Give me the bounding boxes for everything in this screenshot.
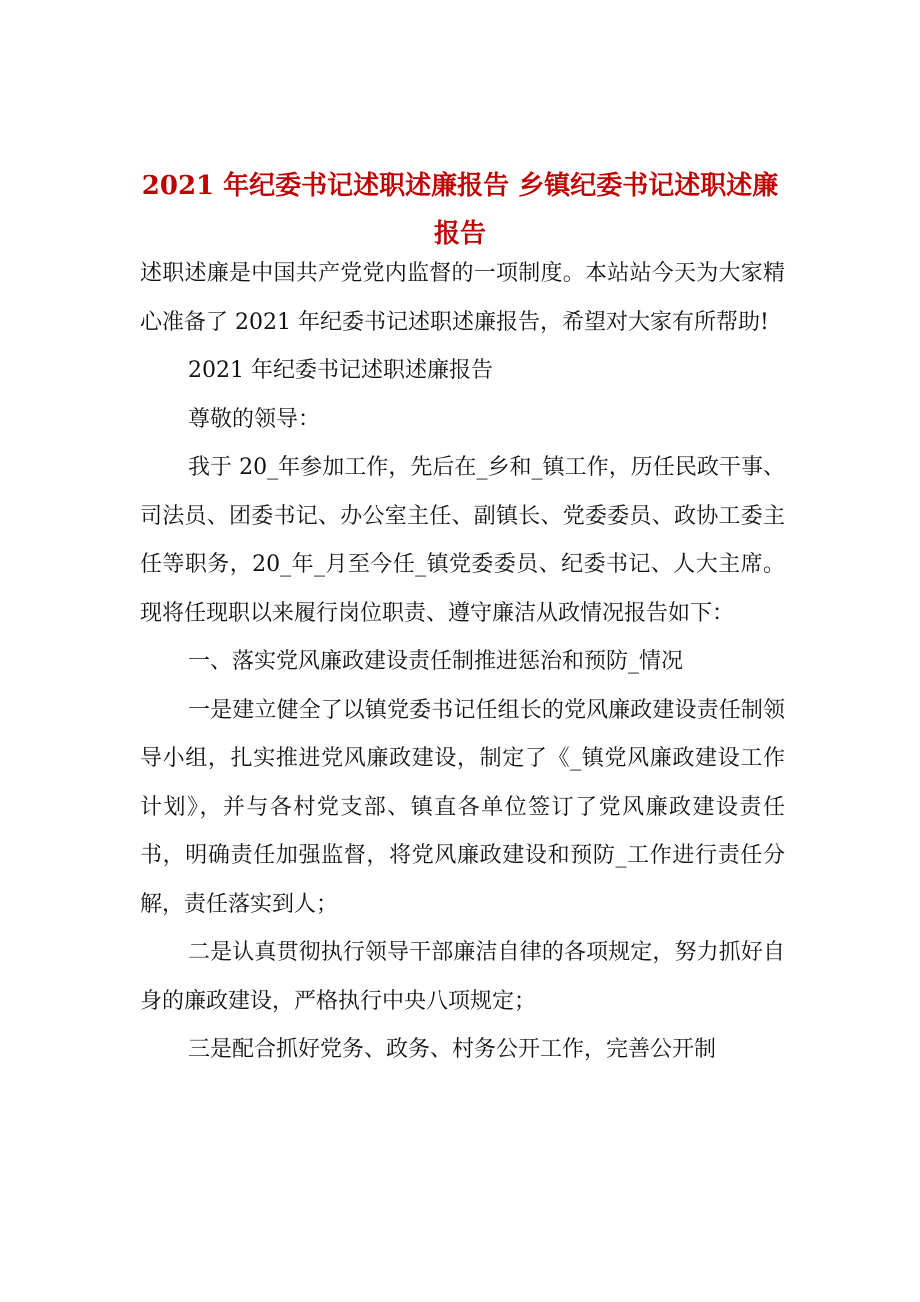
document-body [140,250,785,1075]
body-paragraph: 我于 20_年参加工作，先后在_乡和_镇工作，历任民政干事、司法员、团委书记、办公室主任、副镇长、党委委员、政协工委主任等职务，20_年_月至今任_镇党委委员、纪委书记、人大主席。现将任现职以来履行岗位职责、遵守廉洁从政情况报告如下： [140,455,785,626]
report-heading: 2021 年纪委书记述职述廉报告 [188,358,493,383]
body-paragraph: 二是认真贯彻执行领导干部廉洁自律的各项规定，努力抓好自身的廉政建设，严格执行中央八项规定； [140,940,785,1014]
section-heading: 一、落实党风廉政建设责任制推进惩治和预防_情况 [188,649,684,674]
body-paragraph: 三是配合抓好党务、政务、村务公开工作，完善公开制 [188,1037,717,1062]
body-paragraph: 一是建立健全了以镇党委书记任组长的党风廉政建设责任制领导小组，扎实推进党风廉政建设，制定了《_镇党风廉政建设工作计划》，并与各村党支部、镇直各单位签订了党风廉政建设责任书，明确责任加强监督，将党风廉政建设和预防_工作进行责任分解，责任落实到人； [140,697,785,917]
intro-paragraph: 述职述廉是中国共产党党内监督的一项制度。本站站今天为大家精心准备了 2021 年纪委书记述职述廉报告，希望对大家有所帮助! [140,261,785,335]
salutation: 尊敬的领导： [188,406,321,432]
document-title: 2021 年纪委书记述职述廉报告 乡镇纪委书记述职述廉报告 [141,171,779,249]
